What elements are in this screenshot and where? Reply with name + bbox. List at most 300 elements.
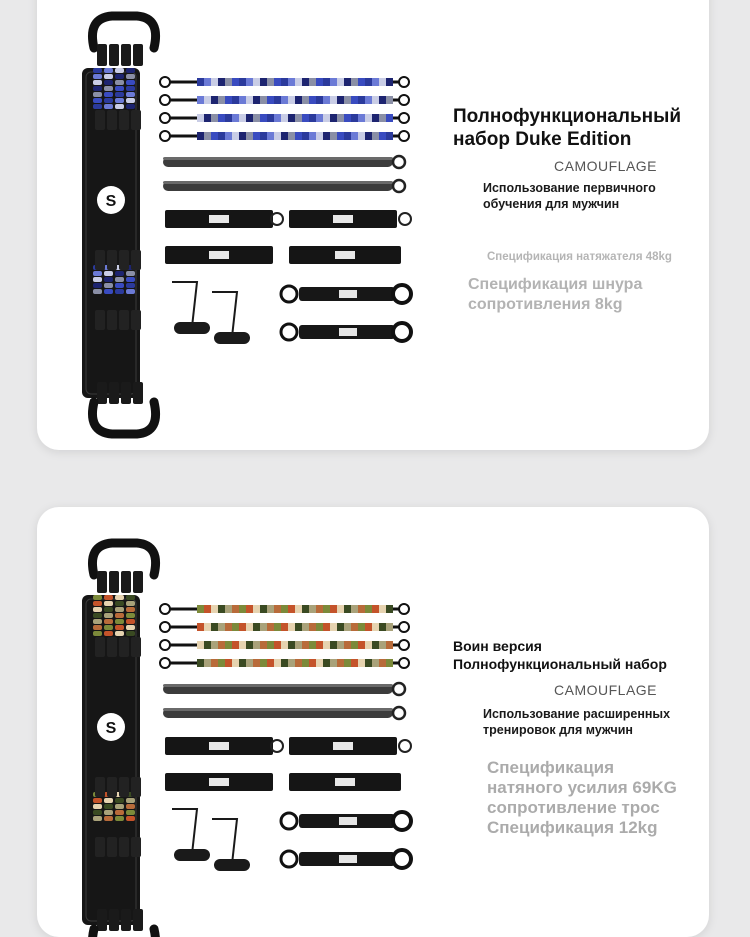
card-subtitle: CAMOUFLAGE — [554, 682, 658, 698]
band-camo — [302, 641, 309, 649]
band-camo — [344, 605, 351, 613]
camo-cord — [115, 289, 124, 294]
logo-letter: S — [105, 193, 117, 210]
band-camo — [337, 623, 344, 631]
band-camo — [246, 132, 253, 140]
band-camo — [239, 659, 246, 667]
strap-ring — [399, 740, 411, 752]
band-camo — [253, 623, 260, 631]
band-hook — [160, 604, 170, 614]
band-camo — [344, 132, 351, 140]
band-camo — [225, 132, 232, 140]
band-hook — [399, 658, 409, 668]
band-camo — [267, 623, 274, 631]
camo-cord — [115, 601, 124, 606]
clip — [119, 637, 129, 657]
band-camo — [260, 659, 267, 667]
band-camo — [197, 659, 204, 667]
band-camo — [218, 623, 225, 631]
band-camo — [316, 96, 323, 104]
band-camo — [309, 623, 316, 631]
band-camo — [295, 641, 302, 649]
band-camo — [358, 659, 365, 667]
strap-logo — [209, 778, 229, 786]
band-hook — [399, 95, 409, 105]
camo-cord — [115, 804, 124, 809]
band-camo — [379, 605, 386, 613]
band-camo — [197, 132, 204, 140]
band-camo — [246, 78, 253, 86]
camo-cord — [126, 271, 135, 276]
clip — [109, 909, 119, 931]
camo-cord — [93, 86, 102, 91]
metal-bar-shine — [163, 181, 393, 184]
band-camo — [330, 96, 337, 104]
camo-cord — [104, 289, 113, 294]
band-camo — [281, 605, 288, 613]
card-title-line-1: Полнофункциональный — [453, 106, 682, 127]
band-hook — [399, 113, 409, 123]
band-camo — [232, 78, 239, 86]
logo-letter: S — [105, 720, 117, 737]
metal-bar-shine — [163, 684, 393, 687]
band-camo — [372, 114, 379, 122]
clip — [107, 250, 117, 270]
camo-cord — [93, 595, 102, 600]
band-camo — [211, 132, 218, 140]
loop-end — [393, 323, 411, 341]
band-camo — [260, 623, 267, 631]
band-camo — [365, 114, 372, 122]
band-camo — [260, 132, 267, 140]
card-description-line-2: тренировок для мужчин — [483, 723, 633, 737]
camo-cord — [104, 625, 113, 630]
card-title-line-2: Полнофункциональный набор — [453, 656, 667, 672]
camo-cord — [93, 289, 102, 294]
band-camo — [379, 132, 386, 140]
band-camo — [372, 623, 379, 631]
band-camo — [316, 641, 323, 649]
camo-cord — [93, 619, 102, 624]
band-camo — [197, 78, 204, 86]
band-camo — [323, 78, 330, 86]
camo-cord — [93, 68, 102, 73]
band-camo — [281, 78, 288, 86]
camo-cord — [115, 619, 124, 624]
card-subtitle: CAMOUFLAGE — [554, 158, 658, 174]
handle-bottom — [92, 402, 155, 434]
card-description-line-1: Использование расширенных — [483, 707, 671, 721]
spec-line-3: сопротивление трос — [487, 798, 660, 817]
clip — [95, 777, 105, 797]
band-camo — [253, 96, 260, 104]
band-camo — [288, 96, 295, 104]
band-camo — [351, 132, 358, 140]
band-camo — [239, 641, 246, 649]
camo-cord — [115, 631, 124, 636]
band-camo — [218, 114, 225, 122]
band-camo — [204, 659, 211, 667]
band-camo — [295, 605, 302, 613]
band-camo — [225, 659, 232, 667]
metal-bar-shine — [163, 157, 393, 160]
camo-cord — [115, 86, 124, 91]
band-camo — [239, 605, 246, 613]
band-camo — [372, 132, 379, 140]
band-camo — [225, 78, 232, 86]
clip — [131, 637, 141, 657]
band-camo — [274, 659, 281, 667]
band-camo — [358, 78, 365, 86]
band-camo — [330, 114, 337, 122]
handle-strap — [212, 292, 237, 337]
band-camo — [379, 96, 386, 104]
band-camo — [323, 132, 330, 140]
band-camo — [239, 132, 246, 140]
camo-cord — [115, 271, 124, 276]
band-camo — [302, 605, 309, 613]
loop-ring — [281, 813, 297, 829]
band-camo — [351, 623, 358, 631]
band-camo — [386, 96, 393, 104]
clip — [95, 310, 105, 330]
band-camo — [218, 641, 225, 649]
clip — [121, 382, 131, 404]
band-camo — [316, 623, 323, 631]
camo-cord — [126, 601, 135, 606]
band-camo — [330, 78, 337, 86]
band-camo — [197, 623, 204, 631]
card-title-line-2: набор Duke Edition — [453, 129, 632, 150]
camo-cord — [93, 80, 102, 85]
band-camo — [197, 641, 204, 649]
camo-cord — [115, 68, 124, 73]
clip — [109, 382, 119, 404]
band-camo — [337, 132, 344, 140]
band-hook — [399, 131, 409, 141]
band-camo — [204, 623, 211, 631]
camo-cord — [104, 804, 113, 809]
band-camo — [239, 78, 246, 86]
band-camo — [288, 114, 295, 122]
camo-cord — [115, 277, 124, 282]
band-camo — [281, 114, 288, 122]
band-camo — [288, 659, 295, 667]
camo-cord — [126, 86, 135, 91]
card-description-line-1: Использование первичного — [483, 181, 656, 195]
band-camo — [365, 96, 372, 104]
camo-cord — [126, 283, 135, 288]
strap-logo — [333, 215, 353, 223]
band-camo — [386, 605, 393, 613]
band-camo — [302, 659, 309, 667]
camo-cord — [104, 798, 113, 803]
band-camo — [302, 96, 309, 104]
band-camo — [225, 623, 232, 631]
handle-grip — [174, 849, 210, 861]
spec-line-2: натяного усилия 69KG — [487, 778, 677, 797]
band-camo — [386, 659, 393, 667]
handle-top — [92, 543, 155, 575]
band-camo — [267, 78, 274, 86]
camo-cord — [93, 804, 102, 809]
band-camo — [386, 78, 393, 86]
band-camo — [379, 659, 386, 667]
camo-cord — [93, 613, 102, 618]
band-camo — [246, 659, 253, 667]
band-camo — [274, 78, 281, 86]
band-camo — [281, 96, 288, 104]
product-card-warrior — [37, 507, 709, 937]
clip — [119, 777, 129, 797]
band-camo — [260, 96, 267, 104]
band-camo — [211, 605, 218, 613]
metal-bar-shine — [163, 708, 393, 711]
band-camo — [295, 623, 302, 631]
camo-cord — [93, 625, 102, 630]
clip — [119, 837, 129, 857]
clip — [119, 310, 129, 330]
band-camo — [204, 132, 211, 140]
band-camo — [316, 132, 323, 140]
band-camo — [365, 132, 372, 140]
clip — [95, 837, 105, 857]
camo-cord — [115, 625, 124, 630]
band-camo — [246, 641, 253, 649]
clip — [97, 382, 107, 404]
camo-cord — [104, 601, 113, 606]
band-camo — [316, 78, 323, 86]
camo-cord — [93, 92, 102, 97]
band-camo — [267, 641, 274, 649]
band-camo — [211, 78, 218, 86]
band-camo — [225, 114, 232, 122]
band-camo — [365, 78, 372, 86]
band-camo — [323, 114, 330, 122]
band-camo — [337, 659, 344, 667]
band-camo — [316, 659, 323, 667]
camo-cord — [126, 810, 135, 815]
band-camo — [246, 114, 253, 122]
band-camo — [309, 659, 316, 667]
camo-cord — [104, 104, 113, 109]
handle-strap — [172, 809, 197, 854]
bar-ring — [393, 156, 405, 168]
band-camo — [309, 641, 316, 649]
band-camo — [372, 641, 379, 649]
band-camo — [211, 659, 218, 667]
band-camo — [267, 96, 274, 104]
clip — [109, 44, 119, 66]
band-camo — [309, 96, 316, 104]
band-camo — [309, 605, 316, 613]
clip — [107, 637, 117, 657]
band-camo — [288, 132, 295, 140]
band-camo — [204, 114, 211, 122]
band-camo — [295, 96, 302, 104]
band-camo — [253, 114, 260, 122]
camo-cord — [126, 104, 135, 109]
band-camo — [302, 623, 309, 631]
band-camo — [246, 96, 253, 104]
camo-cord — [93, 283, 102, 288]
band-camo — [267, 605, 274, 613]
clip — [95, 637, 105, 657]
product-image-duke — [37, 0, 709, 450]
clip — [109, 571, 119, 593]
band-camo — [232, 623, 239, 631]
band-camo — [211, 641, 218, 649]
band-camo — [253, 132, 260, 140]
band-camo — [358, 605, 365, 613]
band-camo — [260, 114, 267, 122]
strap-logo — [335, 778, 355, 786]
band-camo — [232, 96, 239, 104]
band-camo — [288, 78, 295, 86]
band-camo — [295, 114, 302, 122]
camo-cord — [126, 595, 135, 600]
strap-logo — [209, 742, 229, 750]
camo-cord — [126, 289, 135, 294]
handle-strap — [172, 282, 197, 327]
band-camo — [253, 659, 260, 667]
band-camo — [197, 114, 204, 122]
spec-line-1: Спецификация — [487, 758, 615, 777]
camo-cord — [115, 283, 124, 288]
band-camo — [337, 641, 344, 649]
clip — [97, 44, 107, 66]
band-camo — [232, 659, 239, 667]
camo-cord — [126, 80, 135, 85]
clip — [131, 110, 141, 130]
camo-cord — [93, 798, 102, 803]
band-camo — [274, 132, 281, 140]
band-camo — [239, 623, 246, 631]
clip — [121, 909, 131, 931]
band-camo — [386, 114, 393, 122]
camo-cord — [126, 804, 135, 809]
band-camo — [358, 641, 365, 649]
band-camo — [372, 78, 379, 86]
clip — [119, 110, 129, 130]
band-camo — [253, 641, 260, 649]
product-card-duke — [37, 0, 709, 450]
band-camo — [295, 659, 302, 667]
band-camo — [330, 623, 337, 631]
strap-logo — [209, 215, 229, 223]
band-camo — [246, 605, 253, 613]
clip — [131, 837, 141, 857]
camo-cord — [93, 607, 102, 612]
handle-strap — [212, 819, 237, 864]
band-camo — [323, 605, 330, 613]
camo-cord — [104, 68, 113, 73]
clip — [131, 250, 141, 270]
clip — [121, 571, 131, 593]
band-camo — [351, 605, 358, 613]
band-camo — [211, 623, 218, 631]
clip — [133, 571, 143, 593]
camo-cord — [115, 104, 124, 109]
spec-tensioner: Спецификация натяжателя 48kg — [487, 251, 672, 263]
band-hook — [160, 640, 170, 650]
camo-cord — [104, 283, 113, 288]
handle-grip — [214, 859, 250, 871]
band-camo — [218, 605, 225, 613]
strap-ring — [399, 213, 411, 225]
camo-cord — [104, 92, 113, 97]
camo-cord — [93, 98, 102, 103]
band-camo — [358, 96, 365, 104]
camo-cord — [115, 607, 124, 612]
camo-cord — [115, 613, 124, 618]
band-camo — [386, 132, 393, 140]
camo-cord — [126, 613, 135, 618]
spec-cord-line-1: Спецификация шнура — [468, 276, 643, 293]
strap-logo — [335, 251, 355, 259]
band-camo — [295, 132, 302, 140]
band-camo — [316, 114, 323, 122]
band-camo — [211, 114, 218, 122]
camo-cord — [93, 74, 102, 79]
strap-logo — [339, 817, 357, 825]
spec-cord-line-2: сопротивления 8kg — [468, 296, 623, 313]
band-camo — [274, 114, 281, 122]
strap-logo — [209, 251, 229, 259]
band-camo — [302, 132, 309, 140]
band-camo — [344, 623, 351, 631]
camo-cord — [104, 98, 113, 103]
band-camo — [379, 78, 386, 86]
camo-cord — [115, 92, 124, 97]
band-camo — [211, 96, 218, 104]
camo-cord — [104, 595, 113, 600]
band-camo — [330, 605, 337, 613]
band-camo — [365, 605, 372, 613]
handle-grip — [174, 322, 210, 334]
band-camo — [260, 641, 267, 649]
camo-cord — [93, 816, 102, 821]
clip — [133, 909, 143, 931]
band-camo — [379, 641, 386, 649]
band-camo — [232, 114, 239, 122]
camo-cord — [115, 98, 124, 103]
band-camo — [351, 114, 358, 122]
band-camo — [246, 623, 253, 631]
camo-cord — [115, 816, 124, 821]
loop-ring — [281, 324, 297, 340]
camo-cord — [93, 271, 102, 276]
clip — [107, 837, 117, 857]
band-camo — [351, 659, 358, 667]
camo-cord — [93, 631, 102, 636]
band-camo — [330, 659, 337, 667]
loop-end — [393, 285, 411, 303]
band-camo — [204, 96, 211, 104]
band-camo — [323, 659, 330, 667]
camo-cord — [104, 613, 113, 618]
handle-top — [92, 16, 155, 48]
band-camo — [379, 114, 386, 122]
band-camo — [239, 114, 246, 122]
camo-cord — [104, 810, 113, 815]
band-camo — [365, 641, 372, 649]
band-camo — [358, 623, 365, 631]
camo-cord — [115, 810, 124, 815]
band-camo — [204, 78, 211, 86]
band-camo — [288, 641, 295, 649]
band-camo — [281, 641, 288, 649]
